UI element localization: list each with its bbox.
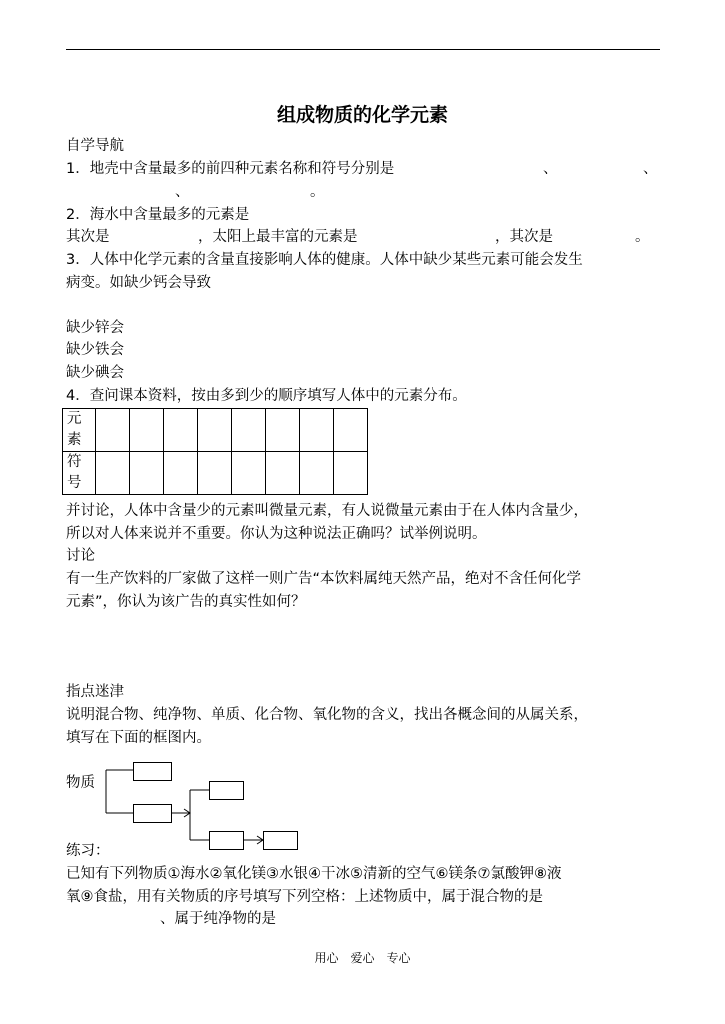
question-3-line2: 病变。如缺少钙会导致 xyxy=(66,275,211,291)
question-4-text: 4．查问课本资料，按由多到少的顺序填写人体中的元素分布。 xyxy=(66,388,467,404)
question-2-line2-c: ，其次是 xyxy=(495,229,553,245)
diagram-box-4[interactable] xyxy=(209,831,244,850)
advertisement-line2: 元素”，你认为该广告的真实性如何？ xyxy=(66,594,306,610)
question-3-line1: 3．人体中化学元素的含量直接影响人体的健康。人体中缺少某些元素可能会发生 xyxy=(66,252,583,268)
diagram-box-1[interactable] xyxy=(133,762,172,781)
exercise-line3: 、属于纯净物的是 xyxy=(160,911,276,927)
section-heading-self-study: 自学导航 xyxy=(66,138,124,154)
lack-zinc: 缺少锌会 xyxy=(66,320,124,336)
lack-iodine: 缺少碘会 xyxy=(66,365,124,381)
question-1-separator: 、 xyxy=(543,161,558,177)
guidance-line1: 说明混合物、纯净物、单质、化合物、氧化物的含义，找出各概念间的从属关系， xyxy=(66,707,588,723)
diagram-box-3[interactable] xyxy=(209,781,244,800)
page-footer: 用心 爱心 专心 xyxy=(314,951,411,965)
question-1-separator: 、 xyxy=(643,161,658,177)
question-2-text: 2．海水中含量最多的元素是 xyxy=(66,207,250,223)
question-1-text: 1．地壳中含量最多的前四种元素名称和符号分别是 xyxy=(66,161,395,177)
discussion-heading: 讨论 xyxy=(66,548,95,564)
guidance-line2: 填写在下面的框图内。 xyxy=(66,730,211,746)
question-2-line2-b: ，太阳上最丰富的元素是 xyxy=(198,229,358,245)
question-2-line2-a: 其次是 xyxy=(66,229,110,245)
question-1-separator: 、 xyxy=(175,184,190,200)
table-row-header-element: 元素 xyxy=(63,409,96,452)
table-row-header-symbol: 符号 xyxy=(63,452,96,495)
exercise-line1: 已知有下列物质①海水②氧化镁③水银④干冰⑤清新的空气⑥镁条⑦氯酸钾⑧液 xyxy=(66,866,562,882)
section-heading-guidance: 指点迷津 xyxy=(66,684,124,700)
question-2-end: 。 xyxy=(635,229,650,245)
advertisement-line1: 有一生产饮料的厂家做了这样一则广告“本饮料属纯天然产品，绝对不含任何化学 xyxy=(66,571,582,587)
exercise-heading: 练习： xyxy=(66,843,110,859)
diagram-box-2[interactable] xyxy=(133,804,172,823)
lack-iron: 缺少铁会 xyxy=(66,342,124,358)
discussion-line2: 所以对人体来说并不重要。你认为这种说法正确吗？试举例说明。 xyxy=(66,526,487,542)
question-1-end: 。 xyxy=(310,184,325,200)
page-title: 组成物质的化学元素 xyxy=(276,104,448,126)
exercise-line2: 氧⑨食盐，用有关物质的序号填写下列空格：上述物质中，属于混合物的是 xyxy=(66,889,543,905)
diagram-box-5[interactable] xyxy=(263,831,298,850)
diagram-root-label: 物质 xyxy=(66,775,95,791)
discussion-line1: 并讨论，人体中含量少的元素叫微量元素，有人说微量元素由于在人体内含量少， xyxy=(66,503,588,519)
